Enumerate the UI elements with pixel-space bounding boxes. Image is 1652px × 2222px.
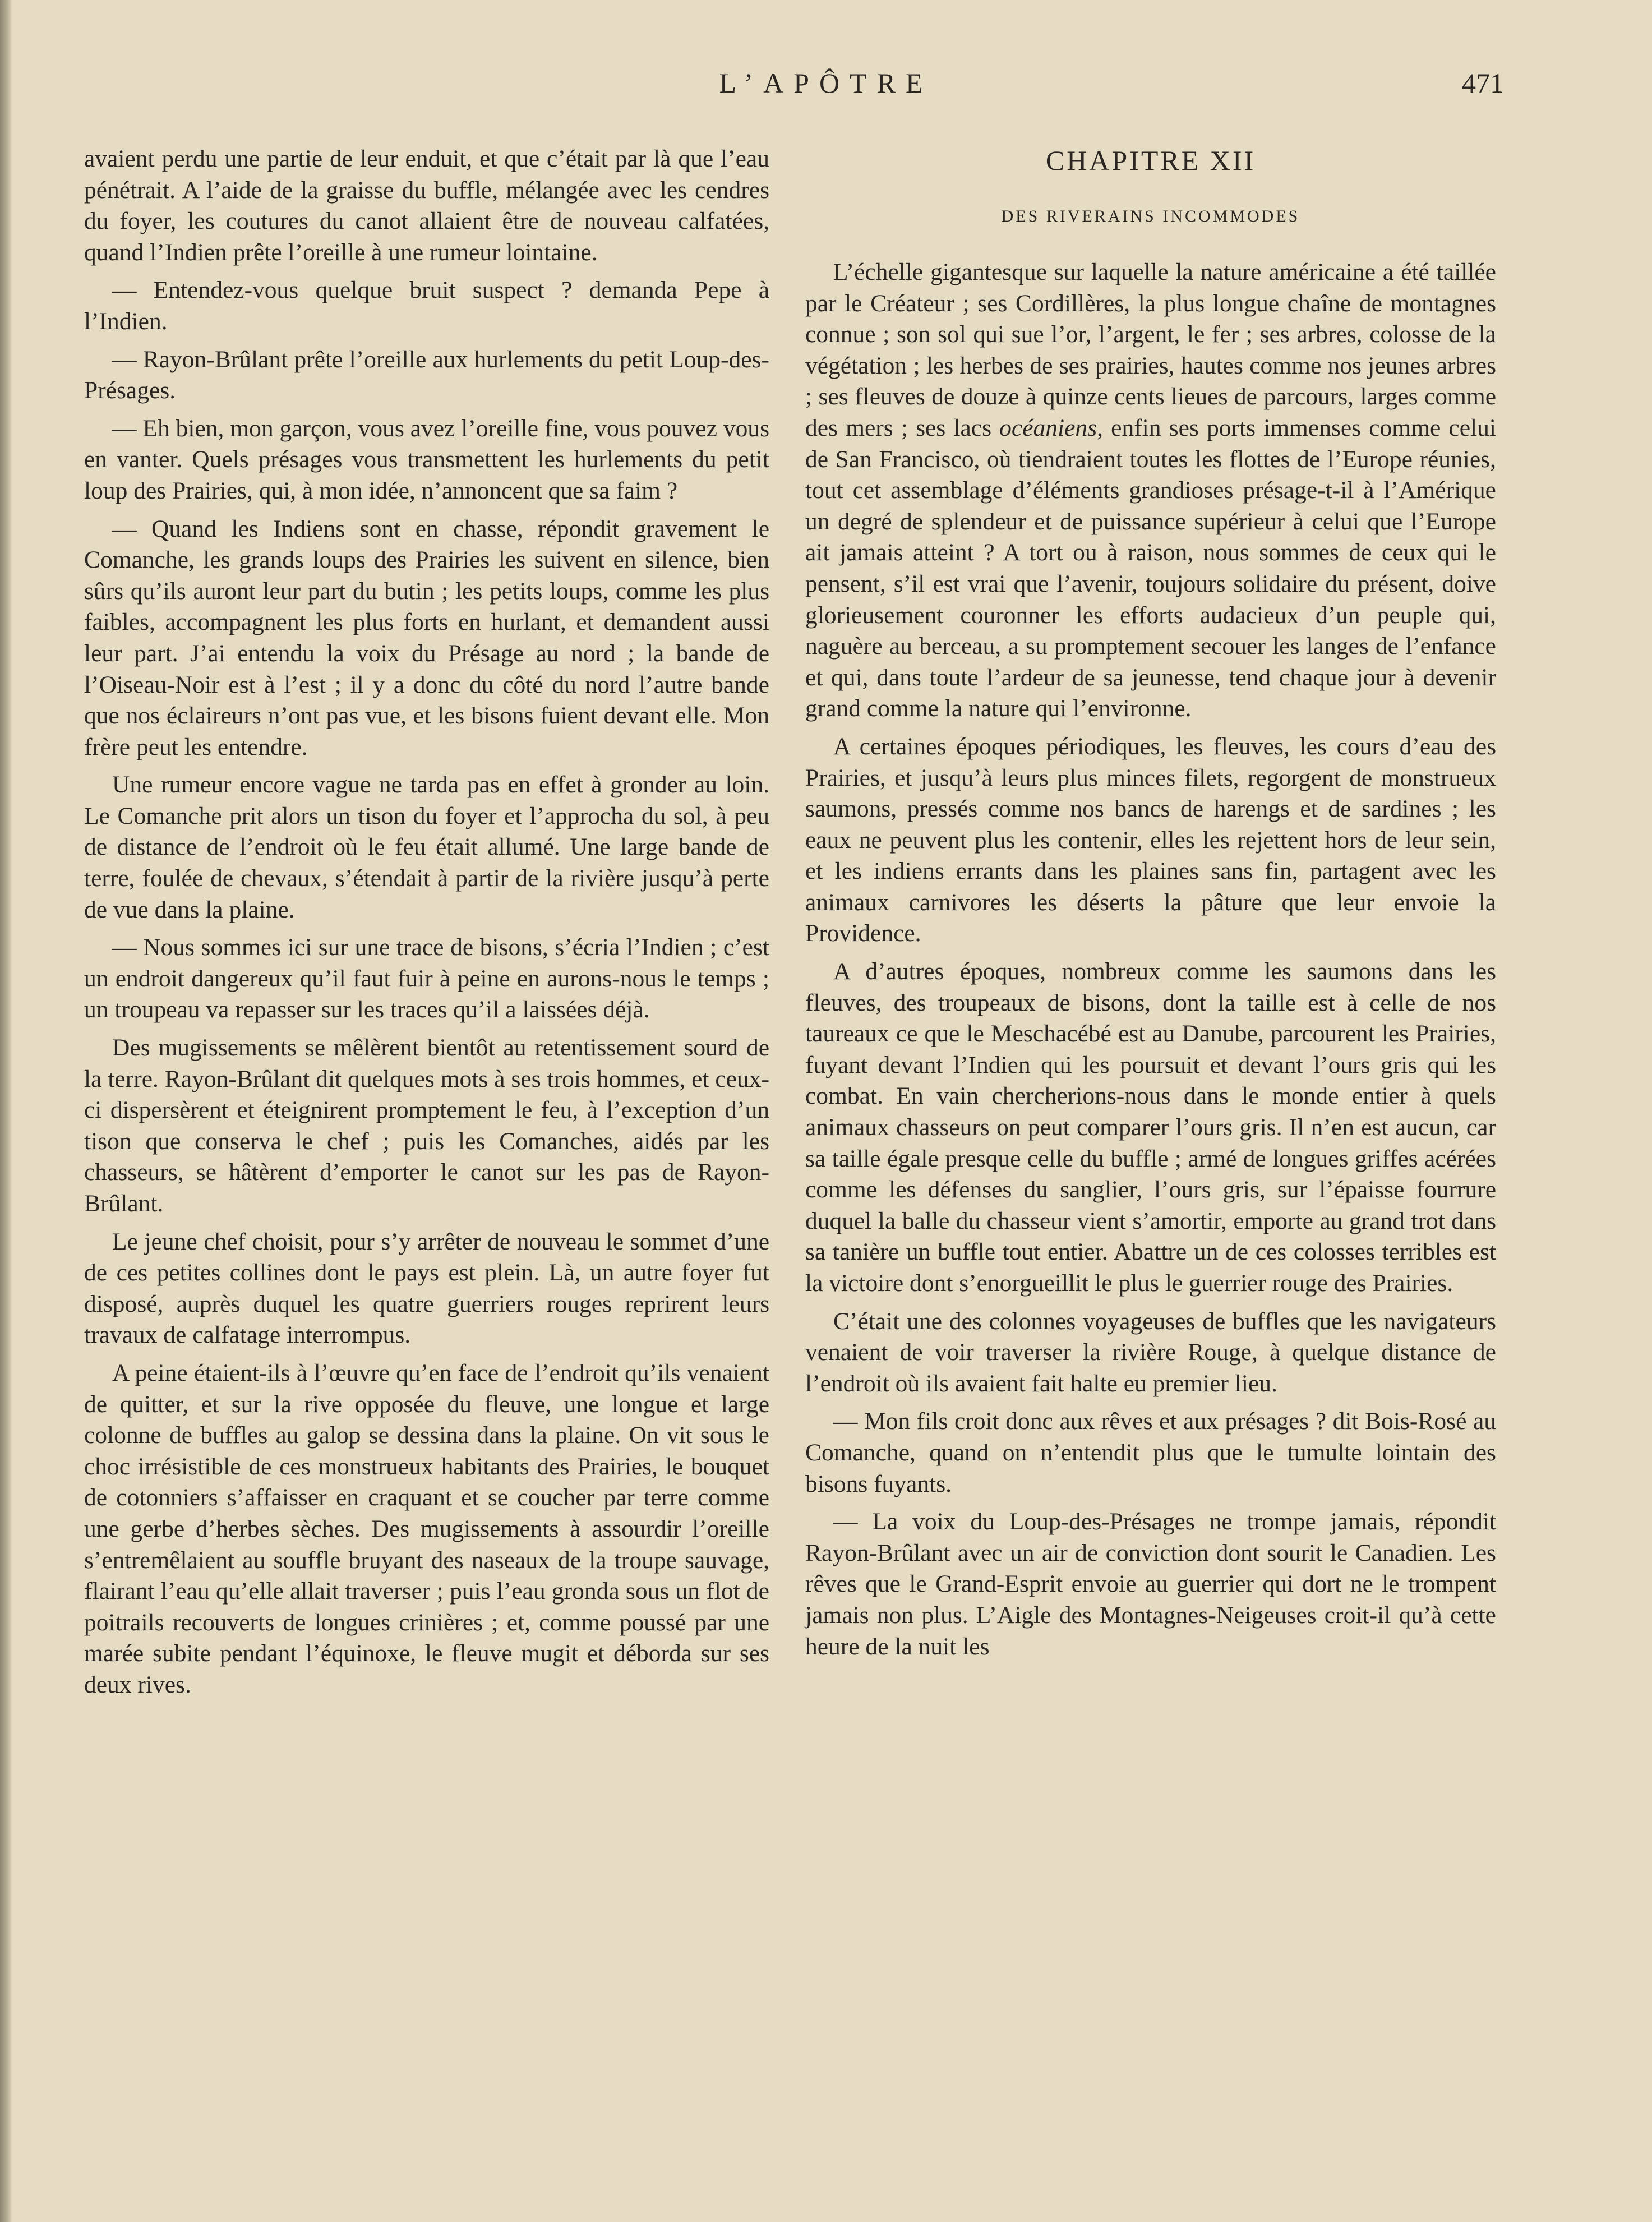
paragraph: Des mugissements se mêlèrent bientôt au retentissement sourd de la terre. Rayon-Brûlant dit quelques mots à ses trois hommes, et ceux-ci dispersèrent et éteignirent promptement le feu, à l’exception d’un tison que conserva le chef ; puis les Comanches, aidés par les chasseurs, se hâtèrent d’emporter le canot sur les pas de Rayon-Brûlant. [84,1034,769,1217]
chapter-subtitle: DES RIVERAINS INCOMMODES [1001,207,1300,225]
paragraph: C’était une des colonnes voyageuses de buffles que les navigateurs venaient de voir traverser la rivière Rouge, à quelque distance de l’endroit où ils avaient fait halte eu premier lieu. [805,1307,1496,1397]
paragraph: — Quand les Indiens sont en chasse, répondit gravement le Comanche, les grands loups des Prairies les suivent en silence, bien sûrs qu’ils auront leur part du butin ; les petits loups, comme les plus faibles, accompagnent les plus forts en hurlant, et demandent aussi leur part. J’ai entendu la voix du Présage au nord ; la bande de l’Oiseau-Noir est à l’est ; il y a donc du côté du nord l’autre bande que nos éclaireurs n’ont pas vue, et les bisons fuient devant elle. Mon frère peut les entendre. [84,515,769,760]
paragraph: Le jeune chef choisit, pour s’y arrêter de nouveau le sommet d’une de ces petites collines dont le pays est plein. Là, un autre foyer fut disposé, auprès duquel les quatre guerriers rouges reprirent leurs travaux de calfatage interrompus. [84,1228,769,1349]
right-column [805,144,1496,1669]
page-number: 471 [1462,67,1504,99]
paragraph: avaient perdu une partie de leur enduit, et que c’était par là que l’eau pénétrait. A l’aide de la graisse du buffle, mélangée avec les cendres du foyer, les coutures du canot allaient être de nouveau calfatées, quand l’Indien prête l’oreille à une rumeur lointaine. [84,145,769,266]
page-binding-edge [0,0,12,2222]
paragraph: — La voix du Loup-des-Présages ne trompe jamais, répondit Rayon-Brûlant avec un air de conviction dont sourit le Canadien. Les rêves que le Grand-Esprit envoie au guerrier qui dort ne le trompent jamais non plus. L’Aigle des Montagnes-Neigeuses croit-il qu’à cette heure de la nuit les [805,1508,1496,1660]
paragraph: — Nous sommes ici sur une trace de bisons, s’écria l’Indien ; c’est un endroit dangereux qu’il faut fuir à peine en aurons-nous le temps ; un troupeau va repasser sur les traces qu’il a laissées déjà. [84,934,769,1024]
paragraph: — Rayon-Brûlant prête l’oreille aux hurlements du petit Loup-des-Présages. [84,345,769,404]
paragraph: Une rumeur encore vague ne tarda pas en effet à gronder au loin. Le Comanche prit alors un tison du foyer et l’approcha du sol, à peu de distance de l’endroit où le feu était allumé. Une large bande de terre, foulée de chevaux, s’étendait à partir de la rivière jusqu’à perte de vue dans la plaine. [84,771,769,923]
paragraph: A certaines époques périodiques, les fleuves, les cours d’eau des Prairies, et jusqu’à leurs plus minces filets, regorgent de monstrueux saumons, pressés comme nos bancs de harengs et de sardines ; les eaux ne peuvent plus les contenir, elles les rejettent hors de leur sein, et les indiens errants dans les plaines sans fin, partagent avec les animaux carnivores les déserts la pâture que leur envoie la Providence. [805,732,1496,947]
paragraph: A d’autres époques, nombreux comme les saumons dans les fleuves, des troupeaux de bisons, dont la taille est à celle de nos taureaux ce que le Meschacébé est au Danube, parcourent les Prairies, fuyant devant l’Indien qui les poursuit et devant l’ours gris qui les combat. En vain chercherions-nous dans le monde entier à quels animaux chasseurs on peut comparer l’ours gris. Il n’en est aucun, car sa taille égale presque celle du buffle ; armé de longues griffes acérées comme les défenses du sanglier, l’ours gris, sur l’épaisse fourrure duquel la balle du chasseur vient s’amortir, emporte au grand trot dans sa tanière un buffle tout entier. Abattre un de ces colosses terribles est la victoire dont s’enorgueillit le plus le guerrier rouge des Prairies. [805,958,1496,1297]
text-run: , enfin ses ports immenses comme celui de San Francisco, où tiendraient toutes les flottes de l’Europe réunies, tout cet assemblage d’éléments grandioses présage-t-il à l’Amérique un degré de splendeur et de puissance supérieur à celui que l’Europe ait jamais atteint ? A tort ou à raison, nous sommes de ceux qui le pensent, s’il est vrai que l’avenir, toujours solidaire du présent, doive glorieusement couronner les efforts audacieux d’un peuple qui, naguère au berceau, a su promptement secouer les langes de l’enfance et qui, dans toute l’ardeur de sa jeunesse, tend chaque jour à devenir grand comme la nature qui l’environne. [805,414,1496,722]
left-column [84,144,769,1708]
text-run: L’échelle gigantesque sur laquelle la nature américaine a été taillée par le Créateur ; ses Cordillères, la plus longue chaîne de montagnes connue ; son sol qui sue l’or, l’argent, le fer ; ses arbres, colosse de la végétation ; les herbes de ses prairies, hautes comme nos jeunes arbres ; ses fleuves de douze à quinze cents lieues de parcours, larges comme des mers ; ses lacs [805,259,1496,441]
italic-term: océaniens [999,414,1097,441]
running-title: L’APÔTRE [719,67,933,99]
running-header [0,61,1652,105]
paragraph: A peine étaient-ils à l’œuvre qu’en face de l’endroit qu’ils venaient de quitter, et sur la rive opposée du fleuve, une longue et large colonne de buffles au galop se dessina dans la plaine. On vit sous le choc irrésistible de ces monstrueux habitants des Prairies, le bouquet de cotonniers s’affaisser en craquant et se coucher par terre comme une gerbe d’herbes sèches. Des mugissements à assourdir l’oreille s’entremêlaient au souffle bruyant des naseaux de la troupe sauvage, flairant l’eau qu’elle allait traverser ; puis l’eau gronda sous un flot de poitrails recouverts de longues crinières ; et, comme poussé par une marée subite pendant l’équinoxe, le fleuve mugit et déborda sur ses deux rives. [84,1359,769,1698]
paragraph: — Mon fils croit donc aux rêves et aux présages ? dit Bois-Rosé au Comanche, quand on n’entendit plus que le tumulte lointain des bisons fuyants. [805,1408,1496,1497]
paragraph: — Eh bien, mon garçon, vous avez l’oreille fine, vous pouvez vous en vanter. Quels présages vous transmettent les hurlements du petit loup des Prairies, qui, à mon idée, n’annoncent que sa faim ? [84,414,769,504]
chapter-title: CHAPITRE XII [1045,145,1256,176]
paragraph: — Entendez-vous quelque bruit suspect ? demanda Pepe à l’Indien. [84,276,769,335]
paragraph-opening [805,257,1496,725]
